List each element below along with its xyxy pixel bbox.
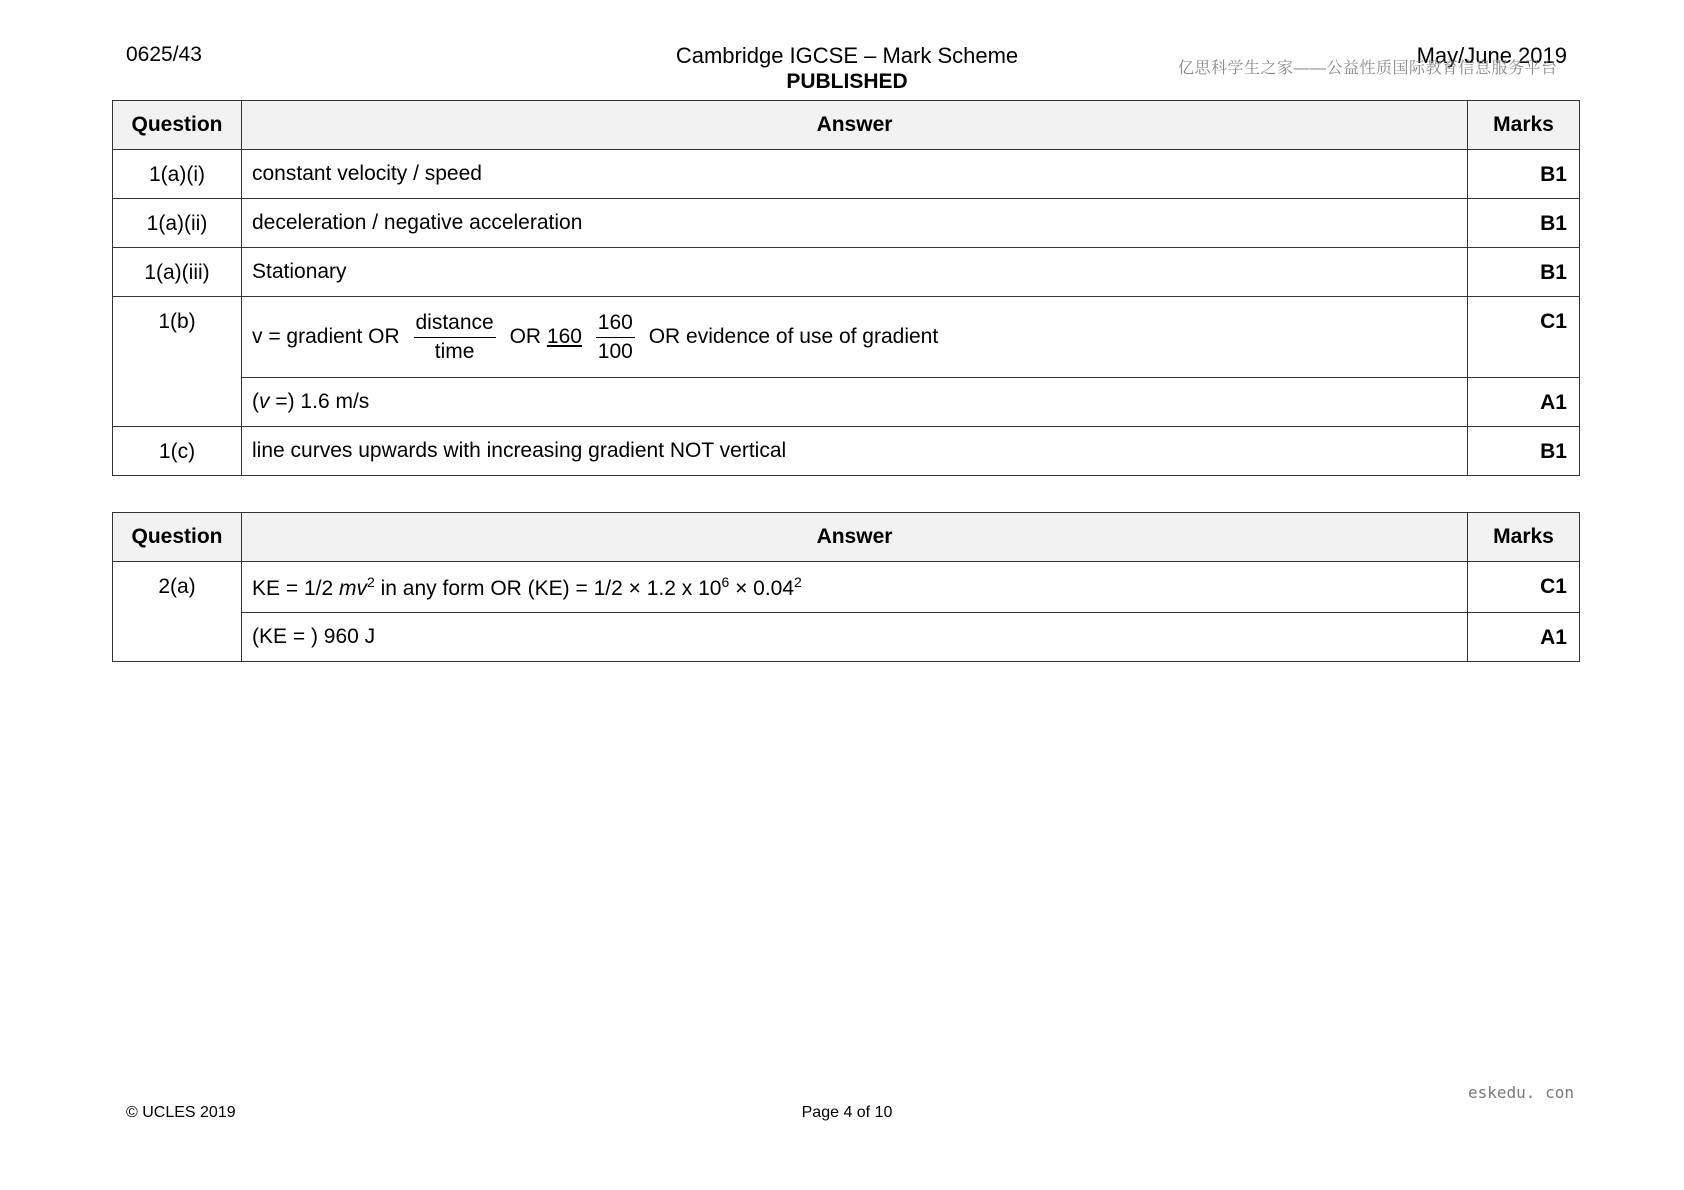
- answer-text: × 0.04: [729, 576, 795, 600]
- answer-cell: [242, 297, 1468, 378]
- marks-cell: B1: [1468, 248, 1580, 297]
- question-cell: 1(a)(iii): [113, 248, 242, 297]
- answer-text: OR evidence of use of gradient: [648, 324, 939, 348]
- fraction-distance-over-time: [414, 309, 496, 366]
- table-row: [113, 613, 1580, 662]
- marks-cell: C1: [1468, 297, 1580, 378]
- marks-cell: A1: [1468, 378, 1580, 427]
- table-row: [113, 378, 1580, 427]
- answer-text: =) 1.6 m/s: [269, 390, 370, 413]
- answer-text: v = gradient OR: [252, 324, 400, 348]
- answer-cell: [242, 378, 1468, 427]
- mark-scheme-table-2: [112, 512, 1580, 662]
- variable-mv: mv: [338, 576, 367, 600]
- table-row: [113, 562, 1580, 613]
- answer-cell: constant velocity / speed: [242, 150, 1468, 199]
- superscript: 6: [721, 573, 730, 590]
- fraction-numerator: distance: [414, 309, 496, 338]
- fraction-denominator: 100: [597, 339, 633, 363]
- answer-text: in any form OR (KE) = 1/2 × 1.2 x 10: [374, 576, 722, 600]
- column-header-marks: Marks: [1468, 513, 1580, 562]
- copyright-notice: © UCLES 2019: [126, 1104, 236, 1121]
- marks-cell: A1: [1468, 613, 1580, 662]
- table-row: [113, 248, 1580, 297]
- answer-text: (: [252, 390, 259, 413]
- fraction-numerator: 160: [596, 309, 635, 338]
- column-header-question: Question: [113, 101, 242, 150]
- column-header-answer: Answer: [242, 101, 1468, 150]
- answer-cell: Stationary: [242, 248, 1468, 297]
- table-row: [113, 150, 1580, 199]
- footer-watermark: eskedu. con: [1468, 1083, 1574, 1102]
- fraction-denominator: time: [434, 339, 475, 363]
- document-title: Cambridge IGCSE – Mark Scheme: [675, 43, 1019, 68]
- answer-text: OR: [509, 324, 542, 348]
- table-row: [113, 199, 1580, 248]
- column-header-marks: Marks: [1468, 101, 1580, 150]
- mark-scheme-table-1: [112, 100, 1580, 476]
- answer-cell: [242, 562, 1468, 613]
- fraction-160-over-100: [596, 309, 635, 366]
- marks-cell: C1: [1468, 562, 1580, 613]
- table-header-row: [113, 513, 1580, 562]
- watermark-text: 亿思科学生之家——公益性质国际教育信息服务平台: [1178, 60, 1558, 77]
- question-cell: 1(b): [113, 297, 242, 427]
- question-cell: 1(a)(ii): [113, 199, 242, 248]
- exam-session: May/June 2019: [1416, 43, 1567, 68]
- published-label: PUBLISHED: [786, 70, 908, 93]
- page-number: Page 4 of 10: [801, 1104, 893, 1121]
- table-row: [113, 427, 1580, 476]
- answer-cell: (KE = ) 960 J: [242, 613, 1468, 662]
- underlined-value: 160: [546, 324, 582, 348]
- marks-cell: B1: [1468, 150, 1580, 199]
- marks-cell: B1: [1468, 427, 1580, 476]
- answer-text: KE = 1/2: [252, 576, 339, 600]
- variable-v: v: [259, 390, 270, 413]
- paper-code: 0625/43: [126, 43, 202, 66]
- table-header-row: [113, 101, 1580, 150]
- answer-cell: deceleration / negative acceleration: [242, 199, 1468, 248]
- superscript: 2: [366, 573, 375, 590]
- column-header-answer: Answer: [242, 513, 1468, 562]
- table-row: [113, 297, 1580, 378]
- marks-cell: B1: [1468, 199, 1580, 248]
- superscript: 2: [794, 573, 802, 590]
- answer-cell: line curves upwards with increasing gradient NOT vertical: [242, 427, 1468, 476]
- question-cell: 1(a)(i): [113, 150, 242, 199]
- question-cell: 2(a): [113, 562, 242, 662]
- column-header-question: Question: [113, 513, 242, 562]
- question-cell: 1(c): [113, 427, 242, 476]
